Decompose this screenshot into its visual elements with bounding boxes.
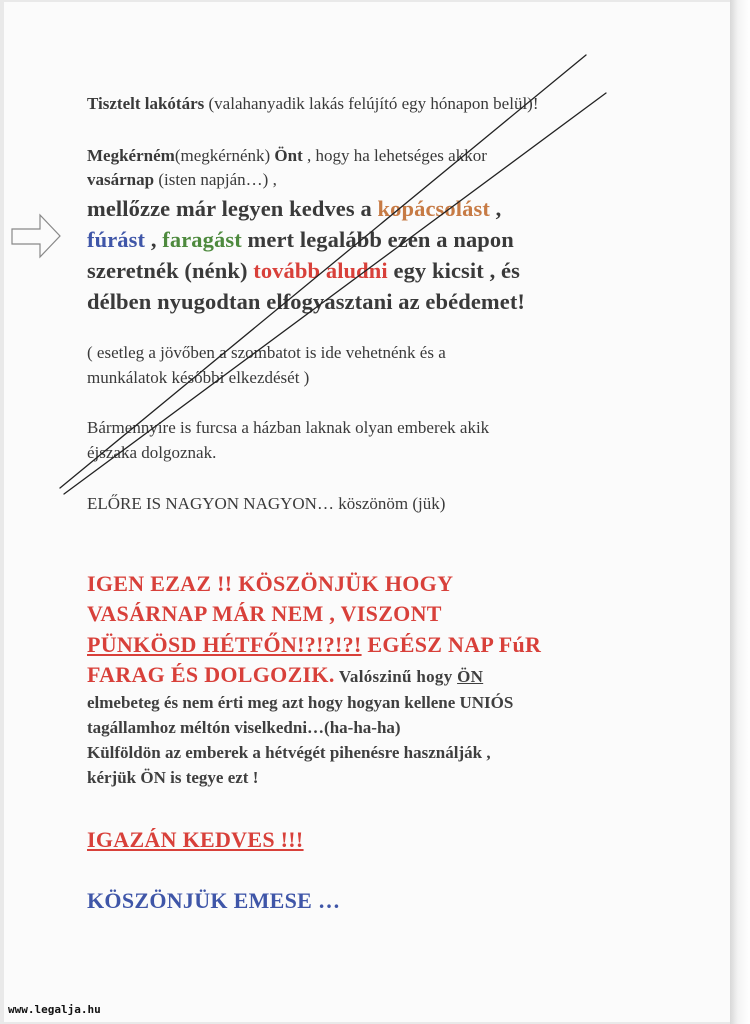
igazan-kedves: IGAZÁN KEDVES !!!	[87, 827, 304, 852]
main-text: mellőzze már legyen kedves a	[87, 196, 378, 221]
reply-line-6: tagállamhoz méltón viselkedni…(ha-ha-ha)	[87, 718, 401, 737]
main-line-4	[87, 286, 525, 317]
main-text: szeretnék (nénk)	[87, 258, 254, 283]
request-line-1	[87, 144, 487, 167]
reply-line-7: Külföldön az emberek a hétvégét pihenésre használják ,	[87, 743, 491, 762]
main-text: délben nyugodtan elfogyasztani az ebédemet!	[87, 289, 526, 314]
reply-line-4	[87, 661, 483, 689]
main-line-2	[87, 224, 514, 255]
request-vasarnap: vasárnap	[87, 170, 155, 189]
reply-punkosd: PÜNKÖSD HÉTFŐN!?!?!?!	[87, 632, 362, 657]
paren-line-1: ( esetleg a jövőben a szombatot is ide vehetnénk és a	[87, 343, 446, 362]
watermark-url: www.legalja.hu	[8, 1003, 101, 1016]
reply-valoszinu: Valószinű hogy	[334, 667, 458, 686]
word-furast: fúrást	[87, 227, 146, 252]
request-line-2	[87, 168, 277, 191]
reply-line-5: elmebeteg és nem érti meg azt hogy hogyan kellene UNIÓS	[87, 693, 514, 712]
request-ont: Önt	[274, 146, 303, 165]
reply-line-8: kérjük ÖN is tegye ezt !	[87, 768, 259, 787]
main-text: ,	[489, 196, 502, 221]
main-text: mert legalább ezen a napon	[241, 227, 514, 252]
thanks-line	[87, 492, 445, 515]
greeting-rest: (valahanyadik lakás felújító egy hónapon belül)!	[204, 94, 539, 113]
reply-line-2: VASÁRNAP MÁR NEM , VISZONT	[87, 601, 442, 626]
night-line-1: Bármennyire is furcsa a házban laknak olyan emberek akik	[87, 418, 490, 437]
thanks-rest: köszönöm (jük)	[333, 494, 446, 513]
paren-line-2: munkálatok későbbi elkezdését )	[87, 368, 310, 387]
request-rest: , hogy ha lehetséges akkor	[302, 146, 487, 165]
thanks-caps: ELŐRE IS NAGYON NAGYON…	[87, 494, 334, 513]
reply-line-1: IGEN EZAZ !! KÖSZÖNJÜK HOGY	[87, 571, 454, 596]
request-isten: (isten napján…) ,	[154, 170, 277, 189]
greeting-bold: Tisztelt lakótárs	[87, 94, 205, 113]
main-line-3	[87, 255, 520, 286]
reply-line-3	[87, 631, 541, 659]
signoff: KÖSZÖNJÜK EMESE …	[87, 888, 341, 913]
page-edge	[730, 0, 750, 1024]
word-faragast: faragást	[162, 227, 242, 252]
reply-on: ÖN	[457, 667, 484, 686]
word-tovabb-aludni: tovább aludni	[253, 258, 388, 283]
reply-egesz-nap: EGÉSZ NAP FúR	[361, 632, 542, 657]
request-megkerem: Megkérném	[87, 146, 175, 165]
night-line-2: éjszaka dolgoznak.	[87, 443, 217, 462]
main-line-1	[87, 193, 501, 224]
main-text: egy kicsit , és	[387, 258, 520, 283]
reply-farag: FARAG ÉS DOLGOZIK.	[87, 662, 335, 687]
main-text: ,	[145, 227, 163, 252]
greeting	[87, 92, 539, 115]
word-kopacsolast: kopácsolást	[377, 196, 490, 221]
request-megkernenk: (megkérnénk)	[174, 146, 275, 165]
